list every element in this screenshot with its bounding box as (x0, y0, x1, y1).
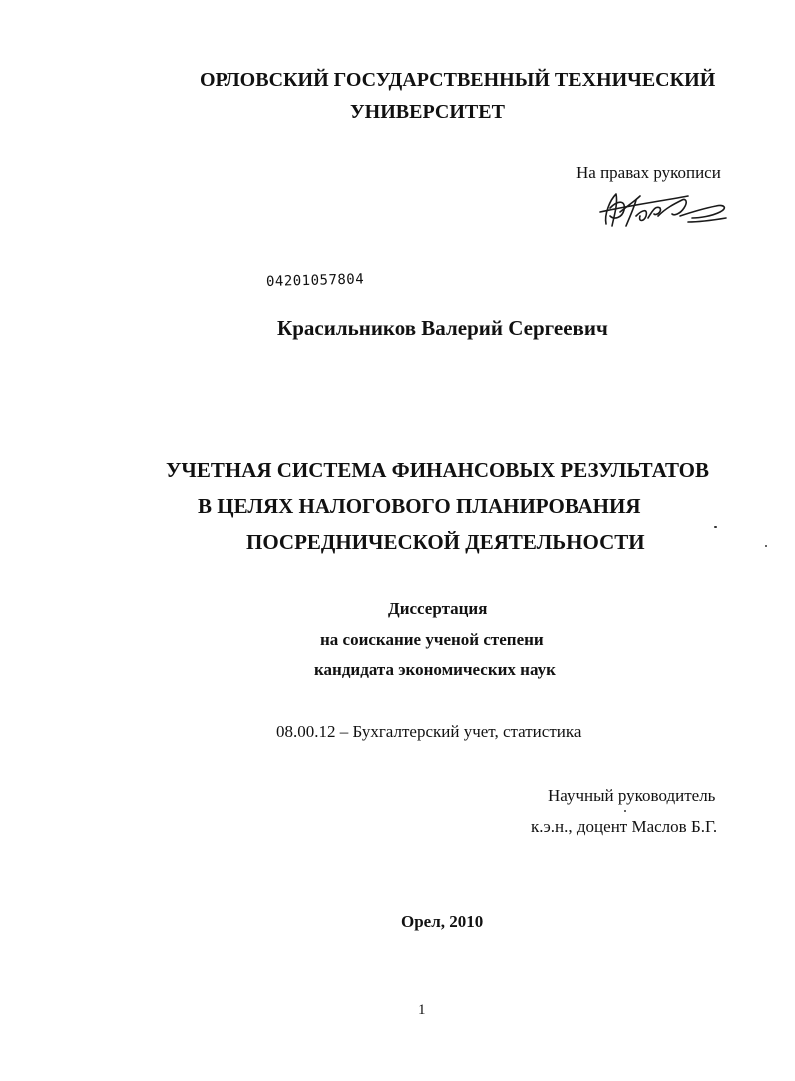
signature-icon (596, 186, 736, 234)
scan-speck (714, 526, 717, 528)
degree-line2: кандидата экономических наук (314, 660, 556, 679)
scan-speck (624, 810, 626, 812)
manuscript-note: На правах рукописи (576, 163, 721, 182)
university-name-line2: УНИВЕРСИТЕТ (350, 101, 505, 123)
supervisor-label: Научный руководитель (548, 786, 716, 805)
supervisor-name: к.э.н., доцент Маслов Б.Г. (531, 817, 718, 836)
place-and-year: Орел, 2010 (401, 912, 484, 931)
author-name: Красильников Валерий Сергеевич (277, 316, 608, 340)
dissertation-label: Диссертация (388, 599, 488, 618)
degree-line1: на соискание ученой степени (320, 630, 544, 649)
archive-code: 04201057804 (265, 271, 365, 290)
thesis-title-line1: УЧЕТНАЯ СИСТЕМА ФИНАНСОВЫХ РЕЗУЛЬТАТОВ (166, 458, 710, 482)
thesis-title-line3: ПОСРЕДНИЧЕСКОЙ ДЕЯТЕЛЬНОСТИ (246, 530, 645, 554)
scan-speck (765, 545, 767, 547)
specialty-code: 08.00.12 – Бухгалтерский учет, статистика (276, 722, 582, 741)
university-name-line1: ОРЛОВСКИЙ ГОСУДАРСТВЕННЫЙ ТЕХНИЧЕСКИЙ (200, 69, 716, 91)
page-number: 1 (418, 1002, 426, 1018)
thesis-title-line2: В ЦЕЛЯХ НАЛОГОВОГО ПЛАНИРОВАНИЯ (198, 494, 641, 518)
